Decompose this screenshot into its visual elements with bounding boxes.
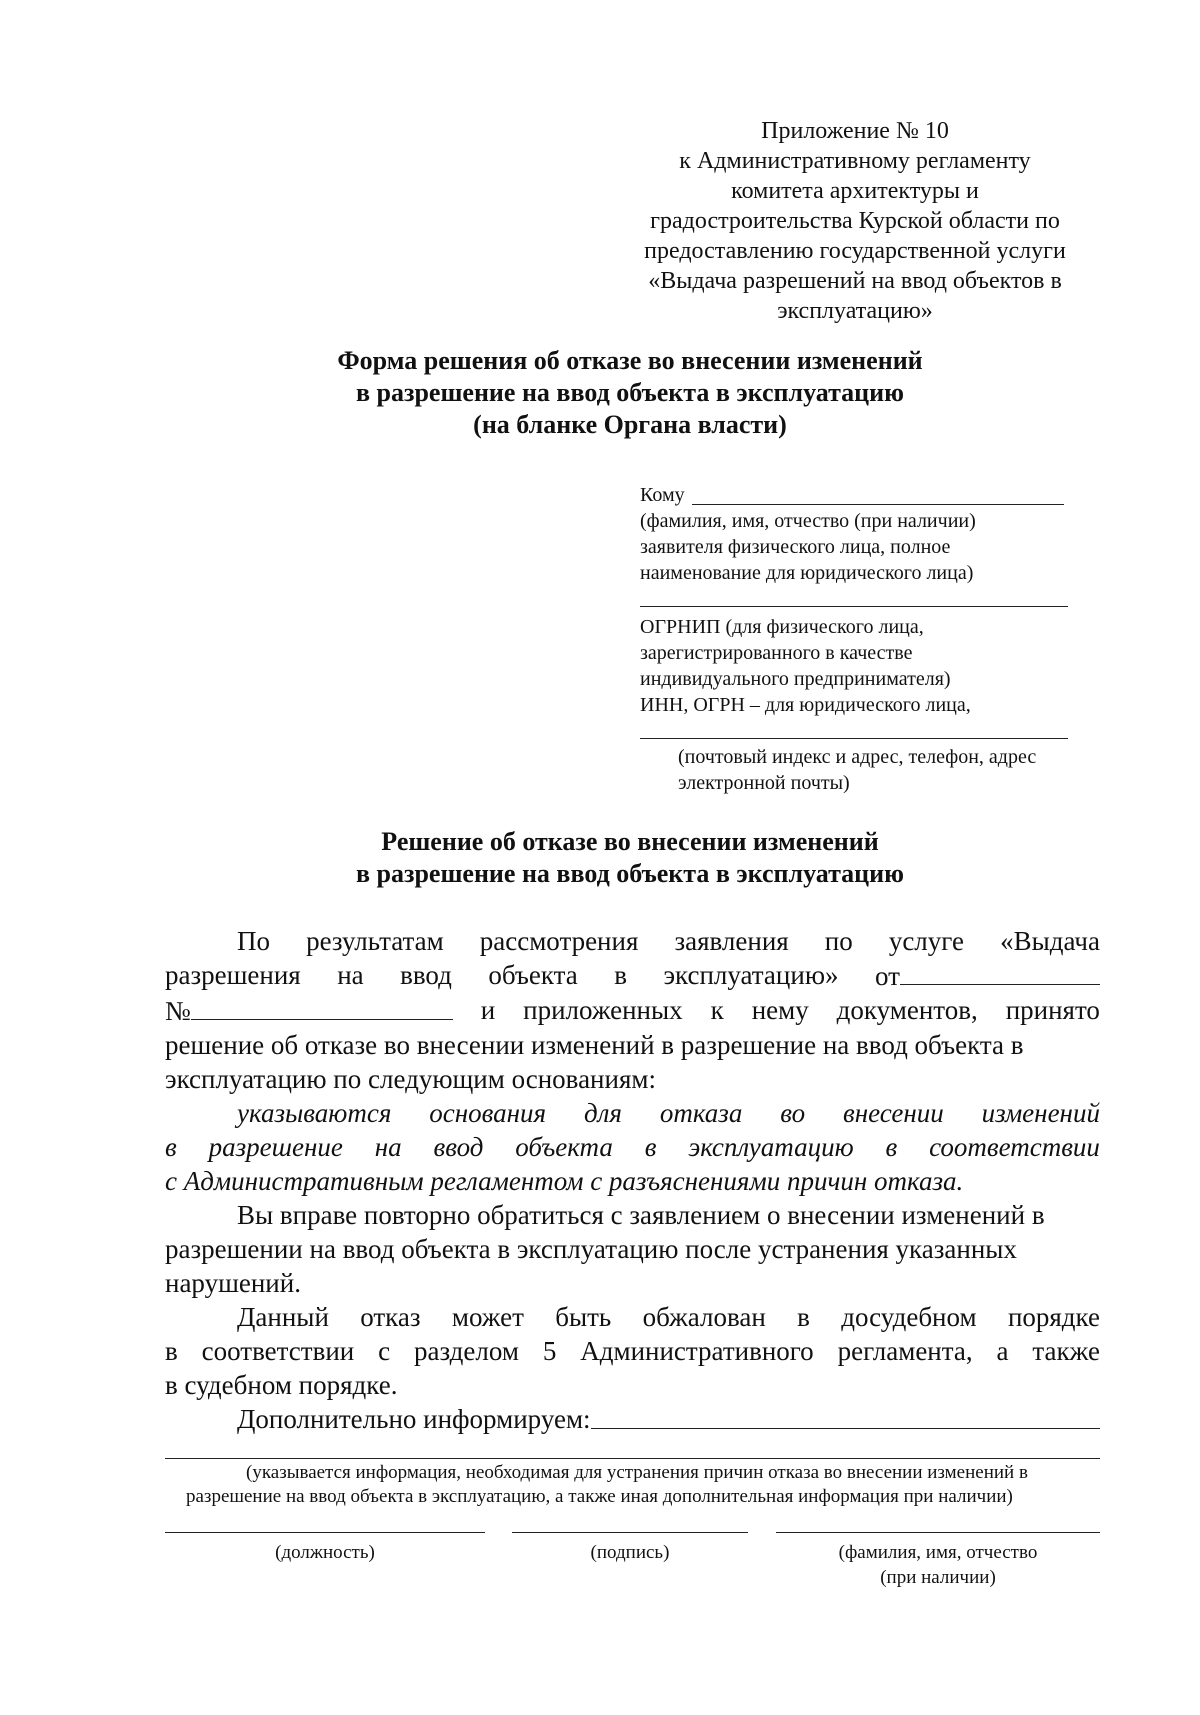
word: разделом xyxy=(414,1336,519,1366)
word: указываются xyxy=(237,1098,392,1128)
word: также xyxy=(1032,1336,1100,1366)
word: досудебном xyxy=(841,1302,977,1332)
word: рассмотрения xyxy=(479,926,639,956)
additional-info-blank xyxy=(591,1402,1100,1429)
hint-line: зарегистрированного в качестве xyxy=(640,642,913,664)
date-field xyxy=(875,958,1100,993)
position-signature-line xyxy=(165,1532,485,1533)
body-line: решение об отказе во внесении изменений в разрешение на ввод объекта в xyxy=(165,1030,1024,1060)
word: внесении xyxy=(842,1098,944,1128)
word: отказ xyxy=(360,1302,421,1332)
appendix-block xyxy=(620,116,1090,326)
number-field xyxy=(165,993,453,1028)
word: Административного xyxy=(580,1336,814,1366)
addressee-recipient-line xyxy=(640,606,1068,607)
number-sign: № xyxy=(165,996,191,1026)
additional-info-label: Дополнительно информируем: xyxy=(237,1404,591,1434)
decision-title-line: в разрешение на ввод объекта в эксплуатацию xyxy=(356,859,904,888)
hint-line: наименование для юридического лица) xyxy=(640,562,974,584)
sig-name-line: (при наличии) xyxy=(880,1567,996,1588)
body-line xyxy=(165,924,1100,958)
word: отказа xyxy=(659,1098,743,1128)
body-line xyxy=(165,1334,1100,1368)
body-line: разрешении на ввод объекта в эксплуатацию после устранения указанных xyxy=(165,1234,1017,1264)
hint-line: индивидуального предпринимателя) xyxy=(640,668,951,690)
addressee-contact-hint xyxy=(678,744,1118,796)
footer-note-line: разрешение на ввод объекта в эксплуатацию, а также иная дополнительная информация при наличии) xyxy=(186,1486,1013,1507)
word: по xyxy=(824,926,853,956)
decision-title-line: Решение об отказе во внесении изменений xyxy=(381,827,879,856)
appendix-line: предоставлению государственной услуги xyxy=(644,238,1066,264)
addressee-recipient-hint xyxy=(640,508,1080,586)
word: По xyxy=(237,926,270,956)
addressee-name-line xyxy=(692,504,1064,505)
additional-info-second-line xyxy=(165,1458,1100,1459)
word: приложенных xyxy=(523,995,683,1025)
word: разрешение xyxy=(208,1132,343,1162)
word: заявления xyxy=(674,926,789,956)
word: эксплуатацию xyxy=(688,1132,854,1162)
word: нему xyxy=(751,995,809,1025)
word: соответствии xyxy=(929,1132,1100,1162)
word: объекта xyxy=(515,1132,613,1162)
body-line: в судебном порядке. xyxy=(165,1370,398,1400)
decision-title xyxy=(200,826,1060,890)
word: в xyxy=(644,1132,657,1162)
addressee-to-label: Кому xyxy=(640,484,685,506)
name-signature-line xyxy=(776,1532,1100,1533)
body-line xyxy=(165,993,1100,1028)
word: в xyxy=(165,1336,178,1366)
sig-position-label: (должность) xyxy=(275,1542,375,1563)
addressee-ids-line xyxy=(640,738,1068,739)
word: соответствии xyxy=(201,1336,355,1366)
appendix-line: к Административному регламенту xyxy=(679,148,1031,174)
body-line: Вы вправе повторно обратиться с заявлением о внесении изменений в xyxy=(237,1200,1045,1230)
word: может xyxy=(451,1302,524,1332)
date-blank xyxy=(900,958,1100,985)
word: результатам xyxy=(306,926,444,956)
word: регламента, xyxy=(837,1336,973,1366)
word: в xyxy=(165,1132,177,1162)
signature-line xyxy=(512,1532,748,1533)
additional-info-line xyxy=(165,1402,1100,1436)
body-line xyxy=(165,1300,1100,1334)
number-blank xyxy=(191,993,453,1020)
appendix-line: «Выдача разрешений на ввод объектов в xyxy=(648,268,1062,294)
footer-note-line: (указывается информация, необходимая для устранения причин отказа во внесении изменений в xyxy=(246,1462,1028,1483)
hint-line: ОГРНИП (для физического лица, xyxy=(640,616,924,638)
appendix-line: эксплуатацию» xyxy=(777,298,933,324)
word: 5 xyxy=(542,1336,557,1366)
word: ввод xyxy=(400,960,452,990)
sig-name-label xyxy=(776,1540,1100,1590)
word: в xyxy=(885,1132,898,1162)
word: «Выдача xyxy=(1000,926,1100,956)
hint-line: заявителя физического лица, полное xyxy=(640,536,951,558)
word: на xyxy=(337,960,364,990)
word: для xyxy=(583,1098,622,1128)
body-line: нарушений. xyxy=(165,1268,301,1298)
word: обжалован xyxy=(642,1302,766,1332)
form-title-line: в разрешение на ввод объекта в эксплуатацию xyxy=(356,378,904,407)
hint-line: электронной почты) xyxy=(678,772,850,794)
hint-line: (почтовый индекс и адрес, телефон, адрес xyxy=(678,746,1037,768)
appendix-line: Приложение № 10 xyxy=(761,118,949,144)
word: к xyxy=(710,995,724,1025)
appendix-line: градостроительства Курской области по xyxy=(650,208,1060,234)
word: с xyxy=(378,1336,391,1366)
word: эксплуатацию» xyxy=(663,960,839,990)
word: в xyxy=(614,960,627,990)
word: принято xyxy=(1005,995,1100,1025)
word: разрешения xyxy=(165,960,301,990)
word: на xyxy=(374,1132,402,1162)
word: изменений xyxy=(981,1098,1100,1128)
addressee-ids-hint xyxy=(640,614,1080,718)
word: порядке xyxy=(1007,1302,1100,1332)
appendix-line: комитета архитектуры и xyxy=(731,178,979,204)
body-line xyxy=(165,958,1100,993)
sig-name-line: (фамилия, имя, отчество xyxy=(838,1542,1038,1563)
body-line-italic xyxy=(165,1130,1100,1164)
word: в xyxy=(797,1302,810,1332)
word: во xyxy=(780,1098,806,1128)
hint-line: ИНН, ОГРН – для юридического лица, xyxy=(640,694,971,716)
form-title-line: (на бланке Органа власти) xyxy=(473,410,787,439)
sig-signature-label: (подпись) xyxy=(590,1542,670,1563)
word: быть xyxy=(555,1302,612,1332)
body-line: эксплуатацию по следующим основаниям: xyxy=(165,1064,656,1094)
word: основания xyxy=(429,1098,547,1128)
word: документов, xyxy=(836,995,978,1025)
word: услуге xyxy=(888,926,964,956)
word: объекта xyxy=(488,960,578,990)
word: от xyxy=(874,961,900,991)
hint-line: (фамилия, имя, отчество (при наличии) xyxy=(640,510,976,532)
form-title xyxy=(200,345,1060,441)
word: Данный xyxy=(237,1302,329,1332)
word: а xyxy=(996,1336,1009,1366)
body-line-italic xyxy=(165,1096,1100,1130)
body-line-italic: с Административным регламентом с разъяснениями причин отказа. xyxy=(165,1166,964,1196)
word: и xyxy=(480,995,496,1025)
word: ввод xyxy=(433,1132,484,1162)
body-text xyxy=(165,924,1100,1436)
form-title-line: Форма решения об отказе во внесении изменений xyxy=(337,346,923,375)
